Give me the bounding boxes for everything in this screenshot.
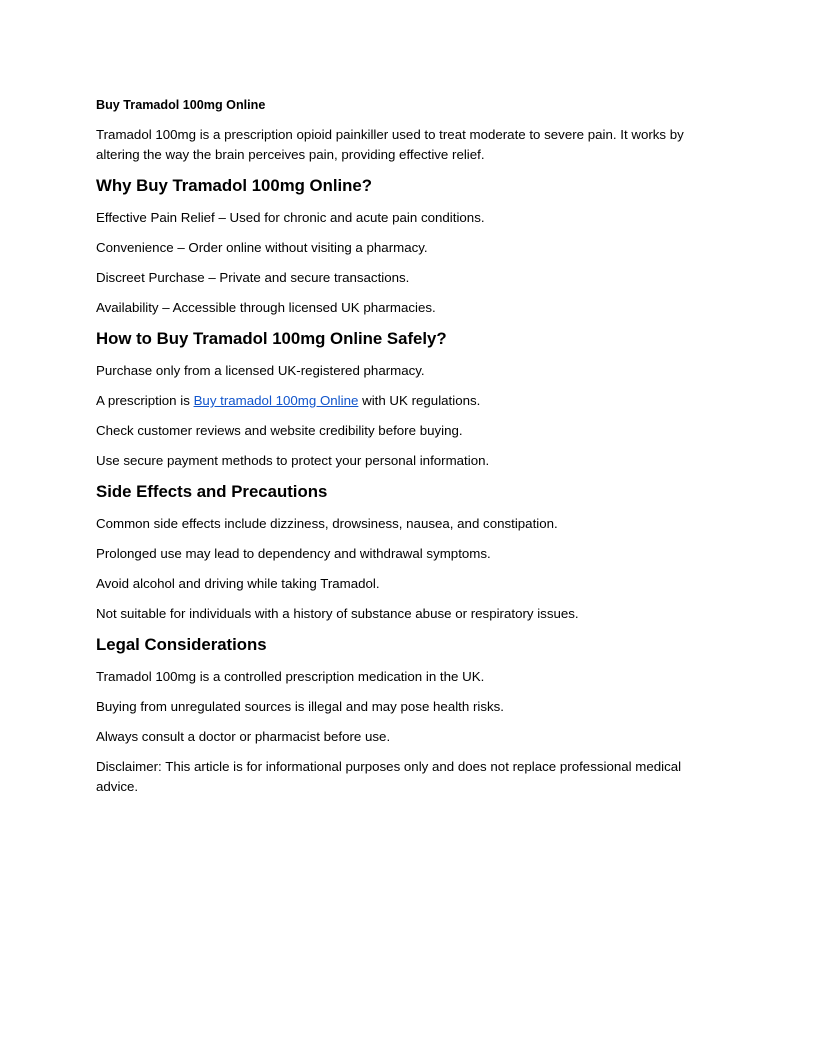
- why-item: Availability – Accessible through licensed UK pharmacies.: [96, 300, 436, 315]
- legal-item: Always consult a doctor or pharmacist before use.: [96, 729, 391, 744]
- why-item: Convenience – Order online without visiting a pharmacy.: [96, 240, 428, 255]
- how-item: Check customer reviews and website credibility before buying.: [96, 423, 463, 438]
- side-effects-item: Avoid alcohol and driving while taking Tramadol.: [96, 576, 380, 591]
- legal-item: Buying from unregulated sources is illegal and may pose health risks.: [96, 699, 504, 714]
- intro-paragraph: Tramadol 100mg is a prescription opioid painkiller used to treat moderate to severe pain. It works by altering the way the brain perceives pain, providing effective relief.: [96, 127, 684, 162]
- why-item: Discreet Purchase – Private and secure transactions.: [96, 270, 410, 285]
- how-item-prefix: A prescription is: [96, 393, 194, 408]
- section-heading-side-effects: Side Effects and Precautions: [96, 482, 328, 501]
- how-item: Use secure payment methods to protect your personal information.: [96, 453, 490, 468]
- document-page: [96, 96, 720, 807]
- how-item: Purchase only from a licensed UK-registered pharmacy.: [96, 363, 425, 378]
- side-effects-item: Prolonged use may lead to dependency and withdrawal symptoms.: [96, 546, 491, 561]
- section-heading-legal: Legal Considerations: [96, 635, 267, 654]
- disclaimer: Disclaimer: This article is for informational purposes only and does not replace professional medical advice.: [96, 759, 682, 794]
- side-effects-item: Common side effects include dizziness, drowsiness, nausea, and constipation.: [96, 516, 558, 531]
- section-heading-why: Why Buy Tramadol 100mg Online?: [96, 176, 373, 195]
- document-title: Buy Tramadol 100mg Online: [96, 98, 266, 112]
- how-item-with-link: [96, 391, 720, 411]
- how-item-suffix: with UK regulations.: [358, 393, 481, 408]
- legal-item: Tramadol 100mg is a controlled prescription medication in the UK.: [96, 669, 485, 684]
- section-heading-how: How to Buy Tramadol 100mg Online Safely?: [96, 329, 447, 348]
- side-effects-item: Not suitable for individuals with a history of substance abuse or respiratory issues.: [96, 606, 579, 621]
- buy-tramadol-link[interactable]: Buy tramadol 100mg Online: [193, 393, 359, 408]
- why-item: Effective Pain Relief – Used for chronic and acute pain conditions.: [96, 210, 485, 225]
